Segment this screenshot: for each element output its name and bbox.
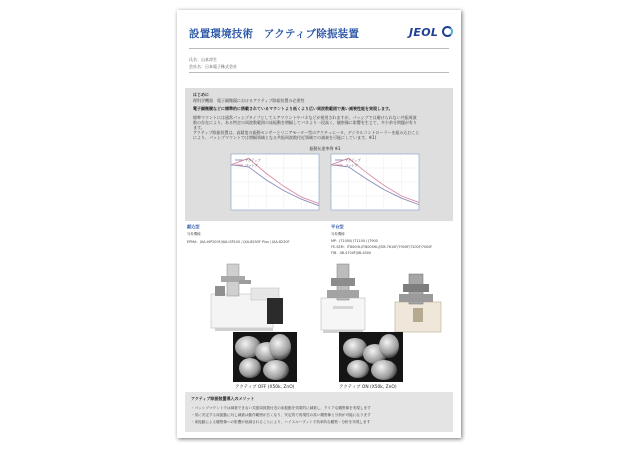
merits-heading: アクティブ除振装置導入のメリット: [191, 396, 255, 401]
jeol-logo-mark-icon: [442, 26, 453, 37]
standard-models-1: MP：JT1000/ JT1100 / JT900: [331, 239, 378, 243]
compact-target-label: 対象機種: [187, 232, 201, 236]
intro-paragraph-2b: 数の存在により、ある特定の周波数範囲の床振動を増幅してバネより一段高く、観察像に影響を生じて、多少余分問題が有り: [193, 120, 417, 125]
chart-panel-left: [231, 154, 319, 210]
intro-paragraph-3a: アクティブ除振装置は、高精度の振動センサーとリニアモーター型のアクチュエータ、デジタルコントローラーを組み込むこと: [193, 130, 420, 135]
chart-title: 振動伝達率例 ※1: [309, 146, 341, 151]
meta-divider: [189, 72, 449, 73]
legend-label: アクティブ: [345, 158, 361, 163]
sem-image-active-off: [233, 332, 297, 382]
intro-paragraph-3b: により、パッシブマウントでは増幅領域となる共振周波数付近領域での減衰を可能にしています。※1): [193, 135, 377, 140]
intro-paragraph-2a: 標準マウントには通常パッシブタイプとしてエアマウントやバネなどが使用されますが、パッシブでは避けられない共振周波: [193, 115, 417, 120]
sem-image-active-on: [339, 332, 403, 382]
fe-sem-instrument-image: [317, 258, 381, 336]
fib-instrument-image: [391, 270, 449, 336]
caption-active-on: アクティブ ON (X50k, ZnO): [339, 385, 397, 390]
legend-label: パッシブ: [345, 163, 358, 168]
intro-paragraph-1: 電子顕微鏡などに標準的に搭載されているマウントより低くより広い周波数範囲で高い減衰性能を実現します。: [193, 106, 393, 111]
standard-target-label: 対象機種: [331, 232, 345, 236]
intro-box: [185, 88, 453, 221]
merits-box: [185, 392, 453, 432]
merit-item-2: ・常に安定する床振動に対し減衰は動作範囲が広くなり、安定的で再現性の高い観察像と分析が可能になります: [191, 413, 371, 417]
compact-models: EPMA：JXA-iHP200F/JXA-iSP100 / JXA-8530F Plus / JXA-8230F: [187, 240, 290, 244]
section-title-standard: 平台型: [331, 224, 344, 229]
document-title: 設置環境技術 アクティブ除振装置: [189, 28, 360, 40]
jeol-logo: JEOL: [409, 26, 439, 39]
standard-models-3: FIB：JIB-4700F/JIB-4000: [331, 251, 372, 255]
vibration-transmissibility-chart: [225, 144, 425, 218]
merit-item-3: ・床振動による観察像への影響が低減されることにより、ハイスループットで効率的な観察・分析を実現します: [191, 420, 371, 424]
legend-label: パッシブ: [245, 163, 258, 168]
merit-item-1: ・パッシブマウントでは減衰できない共振周波数付近の床振動を効果的に減衰し、クリアな観察像を実現します: [191, 406, 371, 410]
title-divider: [189, 48, 449, 49]
company-name: 会社名：日本電子株式会社: [189, 64, 237, 69]
chart-panel-right: [331, 154, 419, 210]
document-page: [177, 10, 461, 438]
intro-paragraph-2c: ます。: [193, 125, 205, 130]
author-name: 氏名：山本淳生: [189, 57, 217, 62]
intro-subheading: 理科学機器 電子顕微鏡におけるアクティブ除振装置の必要性: [193, 98, 305, 103]
epma-instrument-image: [207, 258, 293, 336]
section-title-compact: 縦込型: [187, 224, 200, 229]
caption-active-off: アクティブ OFF (X50k, ZnO): [235, 385, 295, 390]
legend-label: アクティブ: [245, 158, 261, 163]
intro-heading: はじめに: [193, 92, 209, 97]
standard-models-2: FE-SEM：IT800HL/IT800SHL/JSM-7610F/7900F/7200F/7000F: [331, 245, 433, 249]
